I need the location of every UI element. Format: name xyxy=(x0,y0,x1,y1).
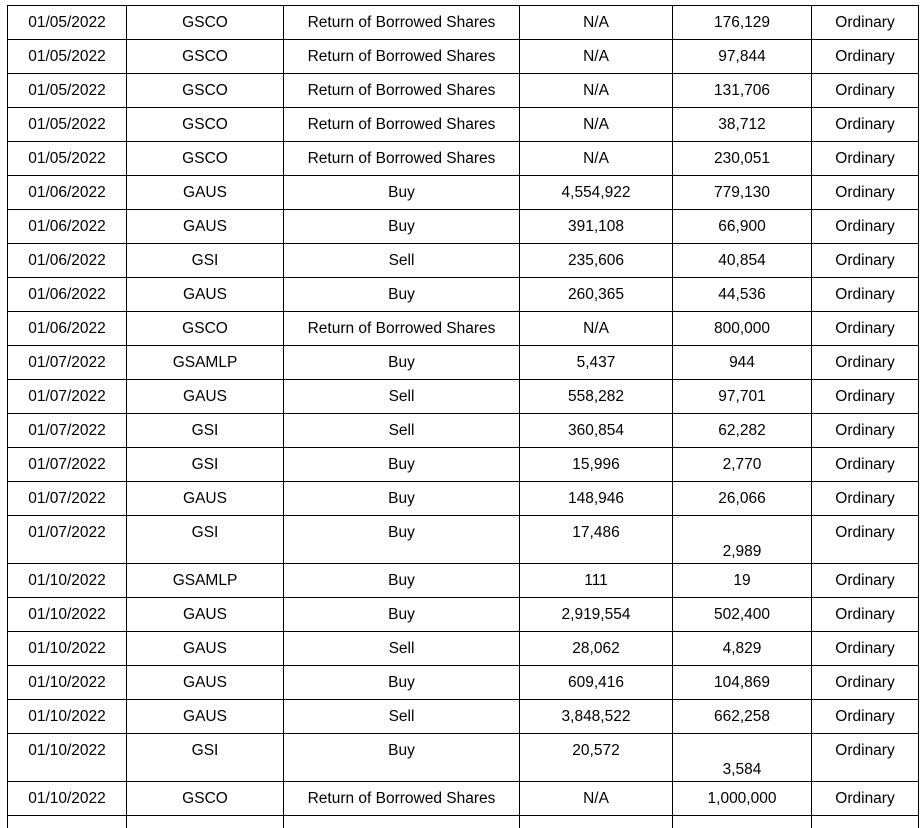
date-cell: 01/07/2022 xyxy=(8,516,127,564)
security-class-cell: Ordinary xyxy=(812,108,919,142)
security-class-cell: Ordinary xyxy=(812,380,919,414)
entity-cell: GSAMLP xyxy=(127,564,284,598)
entity-cell: GAUS xyxy=(127,632,284,666)
entity-cell: GAUS xyxy=(127,380,284,414)
price-cell: 609,416 xyxy=(520,666,673,700)
entity-cell: GAUS xyxy=(127,482,284,516)
security-class-cell: Ordinary xyxy=(812,598,919,632)
quantity-cell: 944 xyxy=(673,346,812,380)
date-cell: 01/07/2022 xyxy=(8,346,127,380)
quantity-cell: 800,000 xyxy=(673,312,812,346)
date-cell: 01/10/2022 xyxy=(8,734,127,782)
price-cell: 17,486 xyxy=(520,516,673,564)
table-row-continuation xyxy=(8,816,919,828)
table-row xyxy=(8,448,919,482)
transaction-type-cell: Buy xyxy=(284,734,520,782)
date-cell: 01/05/2022 xyxy=(8,142,127,176)
transaction-type-cell: Buy xyxy=(284,448,520,482)
price-cell: 5,437 xyxy=(520,346,673,380)
security-class-cell: Ordinary xyxy=(812,666,919,700)
table-row xyxy=(8,346,919,380)
price-cell: N/A xyxy=(520,108,673,142)
date-cell: 01/10/2022 xyxy=(8,598,127,632)
price-cell: 360,854 xyxy=(520,414,673,448)
date-cell: 01/05/2022 xyxy=(8,40,127,74)
entity-cell: GAUS xyxy=(127,666,284,700)
table-row xyxy=(8,74,919,108)
price-cell: 111 xyxy=(520,564,673,598)
price-cell: N/A xyxy=(520,74,673,108)
date-cell: 01/07/2022 xyxy=(8,448,127,482)
entity-cell: GAUS xyxy=(127,700,284,734)
date-cell: 01/06/2022 xyxy=(8,278,127,312)
table-row xyxy=(8,142,919,176)
price-cell: N/A xyxy=(520,312,673,346)
date-cell: 01/06/2022 xyxy=(8,176,127,210)
transaction-type-cell: Buy xyxy=(284,278,520,312)
quantity-cell: 38,712 xyxy=(673,108,812,142)
entity-cell: GAUS xyxy=(127,278,284,312)
table-row xyxy=(8,782,919,816)
price-cell: 2,919,554 xyxy=(520,598,673,632)
price-cell: 15,996 xyxy=(520,448,673,482)
transaction-type-cell: Sell xyxy=(284,380,520,414)
entity-cell: GAUS xyxy=(127,176,284,210)
date-cell: 01/10/2022 xyxy=(8,666,127,700)
security-class-cell: Ordinary xyxy=(812,40,919,74)
entity-cell: GSCO xyxy=(127,40,284,74)
security-class-cell: Ordinary xyxy=(812,482,919,516)
date-cell: 01/10/2022 xyxy=(8,564,127,598)
price-cell: N/A xyxy=(520,782,673,816)
transaction-type-cell: Sell xyxy=(284,414,520,448)
price-cell: 558,282 xyxy=(520,380,673,414)
transaction-type-cell: Sell xyxy=(284,244,520,278)
security-class-cell: Ordinary xyxy=(812,312,919,346)
quantity-cell: 176,129 xyxy=(673,6,812,40)
date-cell: 01/05/2022 xyxy=(8,108,127,142)
date-cell: 01/07/2022 xyxy=(8,482,127,516)
quantity-cell: 44,536 xyxy=(673,278,812,312)
quantity-cell: 62,282 xyxy=(673,414,812,448)
transaction-type-cell: Buy xyxy=(284,346,520,380)
transaction-type-cell: Buy xyxy=(284,482,520,516)
entity-cell: GSCO xyxy=(127,6,284,40)
transaction-type-cell: Return of Borrowed Shares xyxy=(284,6,520,40)
transaction-type-cell: Buy xyxy=(284,564,520,598)
date-cell: 01/10/2022 xyxy=(8,700,127,734)
entity-cell: GAUS xyxy=(127,210,284,244)
table-row xyxy=(8,380,919,414)
security-class-cell: Ordinary xyxy=(812,448,919,482)
entity-cell: GSCO xyxy=(127,74,284,108)
security-class-cell: Ordinary xyxy=(812,782,919,816)
quantity-cell: 779,130 xyxy=(673,176,812,210)
transaction-type-cell: Buy xyxy=(284,210,520,244)
security-class-cell: Ordinary xyxy=(812,516,919,564)
security-class-cell: Ordinary xyxy=(812,700,919,734)
security-class-cell: Ordinary xyxy=(812,734,919,782)
date-cell: 01/10/2022 xyxy=(8,782,127,816)
quantity-cell: 4,829 xyxy=(673,632,812,666)
quantity-cell: 1,000,000 xyxy=(673,782,812,816)
security-class-cell: Ordinary xyxy=(812,6,919,40)
table-row xyxy=(8,244,919,278)
security-class-cell: Ordinary xyxy=(812,632,919,666)
table-row xyxy=(8,564,919,598)
transaction-type-cell: Buy xyxy=(284,666,520,700)
transaction-type-cell: Buy xyxy=(284,516,520,564)
quantity-cell: 19 xyxy=(673,564,812,598)
transaction-type-cell: Buy xyxy=(284,176,520,210)
quantity-cell: 66,900 xyxy=(673,210,812,244)
price-cell: 260,365 xyxy=(520,278,673,312)
table-row xyxy=(8,414,919,448)
quantity-cell: 26,066 xyxy=(673,482,812,516)
quantity-cell: 40,854 xyxy=(673,244,812,278)
date-cell: 01/05/2022 xyxy=(8,6,127,40)
table-row xyxy=(8,516,919,564)
security-class-cell: Ordinary xyxy=(812,414,919,448)
table-row xyxy=(8,666,919,700)
entity-cell: GSI xyxy=(127,414,284,448)
table-row xyxy=(8,632,919,666)
transaction-type-cell: Return of Borrowed Shares xyxy=(284,74,520,108)
table-row xyxy=(8,312,919,346)
table-row xyxy=(8,482,919,516)
table-row xyxy=(8,210,919,244)
quantity-cell: 131,706 xyxy=(673,74,812,108)
quantity-cell: 3,584 xyxy=(673,734,812,782)
transaction-type-cell: Sell xyxy=(284,632,520,666)
entity-cell: GSI xyxy=(127,244,284,278)
security-class-cell: Ordinary xyxy=(812,142,919,176)
security-class-cell: Ordinary xyxy=(812,278,919,312)
price-cell: N/A xyxy=(520,142,673,176)
table-row xyxy=(8,40,919,74)
quantity-cell: 662,258 xyxy=(673,700,812,734)
security-class-cell: Ordinary xyxy=(812,346,919,380)
entity-cell: GSCO xyxy=(127,782,284,816)
entity-cell: GSCO xyxy=(127,312,284,346)
price-cell: N/A xyxy=(520,40,673,74)
price-cell: 3,848,522 xyxy=(520,700,673,734)
security-class-cell: Ordinary xyxy=(812,176,919,210)
quantity-cell: 2,989 xyxy=(673,516,812,564)
date-cell: 01/06/2022 xyxy=(8,244,127,278)
date-cell: 01/10/2022 xyxy=(8,632,127,666)
transaction-type-cell: Return of Borrowed Shares xyxy=(284,40,520,74)
price-cell: 20,572 xyxy=(520,734,673,782)
entity-cell: GSAMLP xyxy=(127,346,284,380)
transactions-table xyxy=(7,5,919,828)
quantity-cell: 230,051 xyxy=(673,142,812,176)
security-class-cell: Ordinary xyxy=(812,210,919,244)
entity-cell: GSI xyxy=(127,734,284,782)
entity-cell: GAUS xyxy=(127,598,284,632)
quantity-cell: 2,770 xyxy=(673,448,812,482)
price-cell: N/A xyxy=(520,6,673,40)
quantity-cell: 502,400 xyxy=(673,598,812,632)
price-cell: 391,108 xyxy=(520,210,673,244)
security-class-cell: Ordinary xyxy=(812,244,919,278)
quantity-cell: 97,844 xyxy=(673,40,812,74)
table-row xyxy=(8,108,919,142)
transaction-type-cell: Return of Borrowed Shares xyxy=(284,312,520,346)
transaction-type-cell: Return of Borrowed Shares xyxy=(284,142,520,176)
quantity-cell: 97,701 xyxy=(673,380,812,414)
transactions-table-body xyxy=(8,6,919,828)
table-row xyxy=(8,176,919,210)
table-row xyxy=(8,598,919,632)
table-row xyxy=(8,700,919,734)
date-cell: 01/07/2022 xyxy=(8,414,127,448)
entity-cell: GSCO xyxy=(127,108,284,142)
price-cell: 28,062 xyxy=(520,632,673,666)
transaction-type-cell: Return of Borrowed Shares xyxy=(284,108,520,142)
price-cell: 235,606 xyxy=(520,244,673,278)
security-class-cell: Ordinary xyxy=(812,74,919,108)
entity-cell: GSI xyxy=(127,516,284,564)
price-cell: 4,554,922 xyxy=(520,176,673,210)
entity-cell: GSCO xyxy=(127,142,284,176)
date-cell: 01/06/2022 xyxy=(8,210,127,244)
security-class-cell: Ordinary xyxy=(812,564,919,598)
price-cell: 148,946 xyxy=(520,482,673,516)
quantity-cell: 104,869 xyxy=(673,666,812,700)
table-row xyxy=(8,6,919,40)
table-row xyxy=(8,278,919,312)
entity-cell: GSI xyxy=(127,448,284,482)
transaction-type-cell: Sell xyxy=(284,700,520,734)
table-row xyxy=(8,734,919,782)
transaction-type-cell: Buy xyxy=(284,598,520,632)
date-cell: 01/07/2022 xyxy=(8,380,127,414)
transaction-type-cell: Return of Borrowed Shares xyxy=(284,782,520,816)
date-cell: 01/06/2022 xyxy=(8,312,127,346)
date-cell: 01/05/2022 xyxy=(8,74,127,108)
